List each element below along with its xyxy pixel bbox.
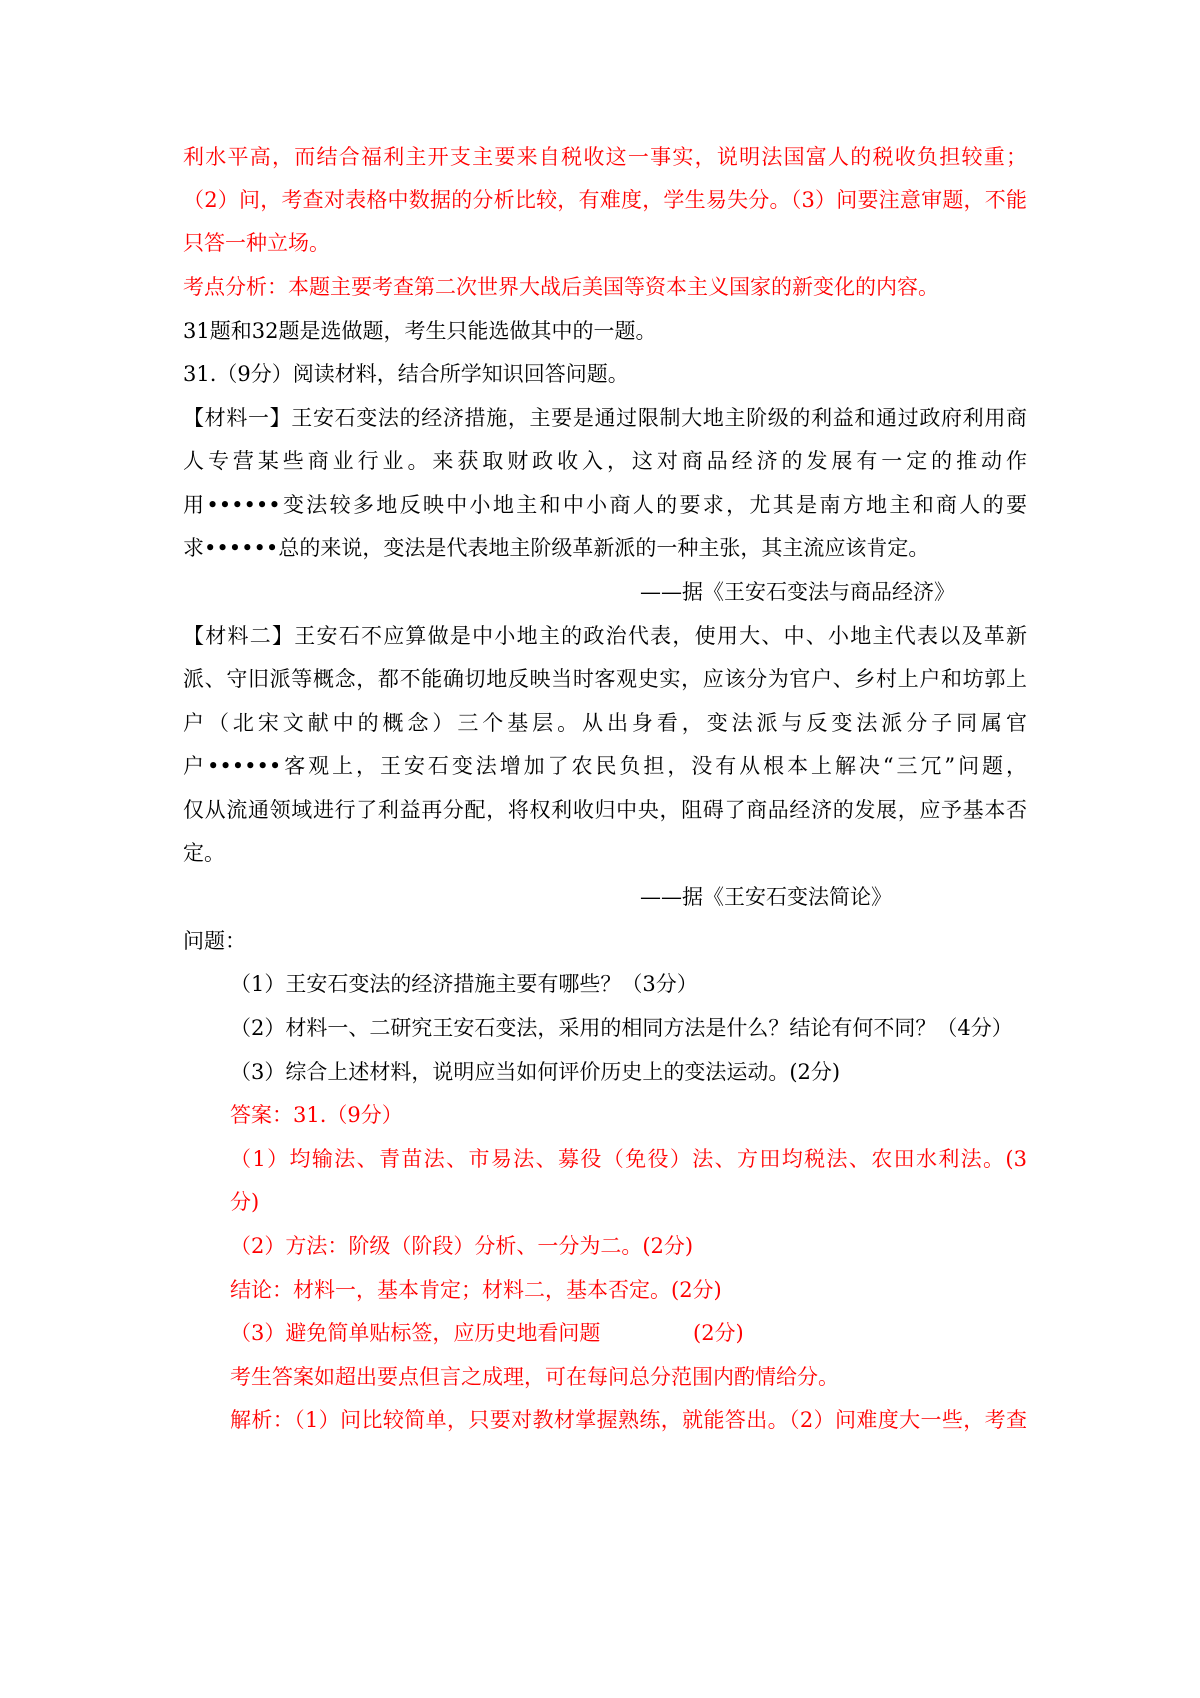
material1-line-4: 求••••••总的来说，变法是代表地主阶级革新派的一种主张，其主流应该肯定。	[183, 536, 930, 560]
material2-source: ——据《王安石变法简论》	[640, 885, 892, 909]
material2-line-5: 仅从流通领域进行了利益再分配，将权利收归中央，阻碍了商品经济的发展，应予基本否	[183, 798, 1027, 822]
question-3: （3）综合上述材料，说明应当如何评价历史上的变法运动。(2分)	[230, 1060, 841, 1084]
answer-3-score: (2分)	[693, 1321, 744, 1345]
question-1: （1）王安石变法的经济措施主要有哪些？（3分）	[230, 972, 698, 996]
answer-3: （3）避免简单贴标签，应历史地看问题	[230, 1321, 601, 1345]
question-2: （2）材料一、二研究王安石变法，采用的相同方法是什么？结论有何不同？（4分）	[230, 1016, 1013, 1040]
answer-title: 答案：31.（9分）	[230, 1103, 403, 1127]
material2-line-3: 户（北宋文献中的概念）三个基层。从出身看，变法派与反变法派分子同属官	[183, 711, 1027, 735]
material1-line-3: 用••••••变法较多地反映中小地主和中小商人的要求，尤其是南方地主和商人的要	[183, 493, 1027, 517]
answer-1-line-2: 分)	[230, 1190, 260, 1214]
prev-analysis-line-3: 只答一种立场。	[183, 231, 330, 255]
answer-2-method: （2）方法：阶级（阶段）分析、一分为二。(2分)	[230, 1234, 694, 1258]
material2-line-6: 定。	[183, 841, 225, 865]
material2-line-2: 派、守旧派等概念，都不能确切地反映当时客观史实，应该分为官户、乡村上户和坊郭上	[183, 667, 1027, 691]
answer-analysis: 解析：（1）问比较简单，只要对教材掌握熟练，就能答出。（2）问难度大一些，考查	[230, 1408, 1027, 1432]
material1-source: ——据《王安石变法与商品经济》	[640, 580, 955, 604]
choice-note: 31题和32题是选做题，考生只能选做其中的一题。	[183, 319, 657, 343]
answer-1-line-1: （1）均输法、青苗法、市易法、募役（免役）法、方田均税法、农田水利法。(3	[230, 1147, 1027, 1171]
prev-analysis-line-1: 利水平高，而结合福利主开支主要来自税收这一事实，说明法国富人的税收负担较重；	[183, 145, 1027, 169]
answer-2-conclusion: 结论：材料一，基本肯定；材料二，基本否定。(2分)	[230, 1278, 722, 1302]
material1-line-2: 人专营某些商业行业。来获取财政收入，这对商品经济的发展有一定的推动作	[183, 449, 1027, 473]
answer-note: 考生答案如超出要点但言之成理，可在每问总分范围内酌情给分。	[230, 1365, 839, 1389]
question-header: 31.（9分）阅读材料，结合所学知识回答问题。	[183, 362, 629, 386]
material2-line-1: 【材料二】王安石不应算做是中小地主的政治代表，使用大、中、小地主代表以及革新	[183, 624, 1027, 648]
prev-kaodian: 考点分析：本题主要考查第二次世界大战后美国等资本主义国家的新变化的内容。	[183, 275, 939, 299]
material1-line-1: 【材料一】王安石变法的经济措施，主要是通过限制大地主阶级的利益和通过政府利用商	[183, 406, 1027, 430]
prev-analysis-line-2: （2）问，考查对表格中数据的分析比较，有难度，学生易失分。（3）问要注意审题，不能	[183, 188, 1027, 212]
questions-label: 问题：	[183, 929, 246, 953]
material2-line-4: 户••••••客观上，王安石变法增加了农民负担，没有从根本上解决“三冗”问题，	[183, 754, 1027, 778]
